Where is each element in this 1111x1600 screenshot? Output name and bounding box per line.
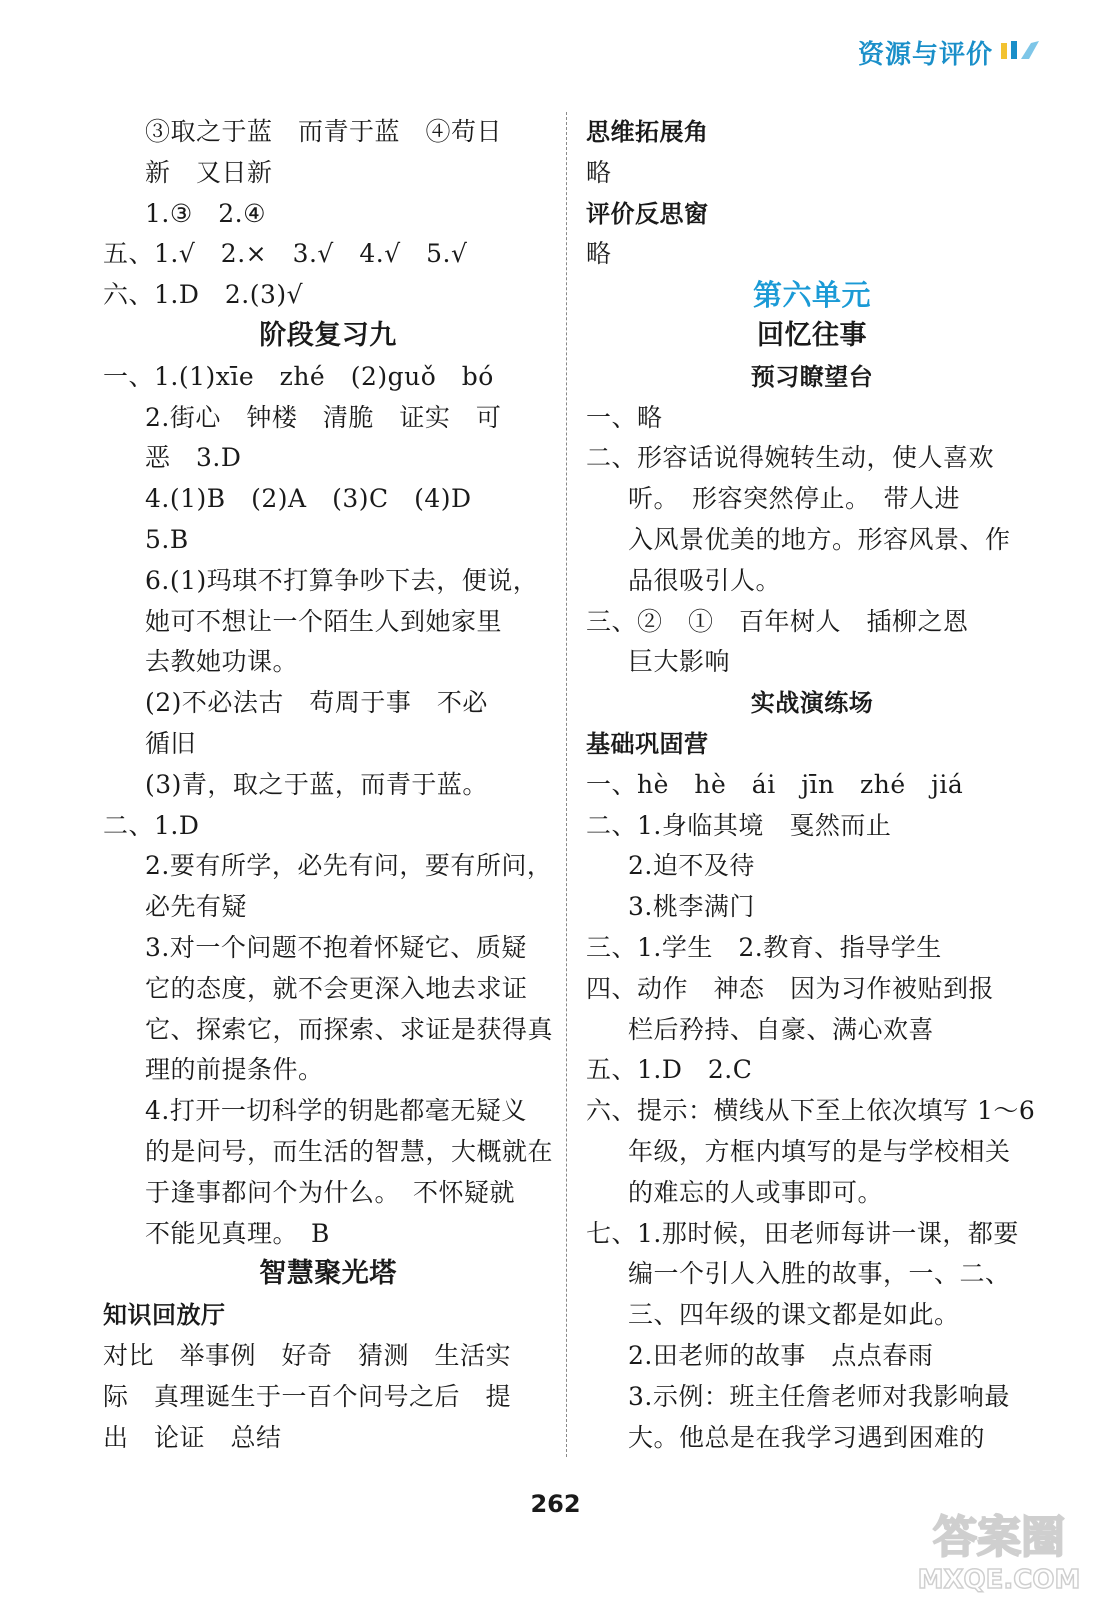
right-line-20: 三、1.学生 2.教育、指导学生 <box>586 932 942 962</box>
right-line-19: 3.桃李满门 <box>628 892 755 922</box>
page-number: 262 <box>530 1490 581 1518</box>
right-line-11: 品很吸引人。 <box>628 565 782 595</box>
left-line-24: 4.打开一切科学的钥匙都毫无疑义 <box>145 1096 527 1126</box>
right-line-9: 听。 形容突然停止。 带人进 <box>628 484 961 514</box>
left-line-32: 出 论证 总结 <box>103 1422 282 1452</box>
left-line-18: 2.要有所学，必先有问，要有所问， <box>145 851 553 881</box>
header-title: 资源与评价 <box>857 39 993 70</box>
right-line-26: 的难忘的人或事即可。 <box>628 1177 884 1207</box>
watermark-text-en: MXQE.COM <box>917 1565 1081 1594</box>
left-line-26: 于逢事都问个为什么。 不怀疑就 <box>145 1177 516 1207</box>
left-line-5: 阶段复习九 <box>259 319 397 351</box>
right-line-10: 入风景优美的地方。形容风景、作 <box>628 524 1011 554</box>
left-line-23: 理的前提条件。 <box>145 1055 324 1085</box>
right-line-4: 第六单元 <box>752 278 871 313</box>
right-column <box>586 112 1038 1458</box>
right-line-12: 三、② ① 百年树人 插柳之恩 <box>586 606 969 636</box>
watermark-logo <box>909 1502 1089 1594</box>
right-line-5: 回忆往事 <box>757 319 867 351</box>
right-line-27: 七、1.那时候，田老师每讲一课，都要 <box>586 1218 1019 1248</box>
right-line-24: 六、提示：横线从下至上依次填写 1～6 <box>586 1096 1036 1126</box>
left-line-28: 智慧聚光塔 <box>259 1258 397 1290</box>
right-line-15: 基础巩固营 <box>586 729 709 758</box>
right-line-23: 五、1.D 2.C <box>586 1055 753 1085</box>
left-line-7: 2.街心 钟楼 清脆 证实 可 <box>145 402 502 432</box>
left-line-0: ③取之于蓝 而青于蓝 ④苟日 <box>145 117 503 146</box>
right-line-0: 思维拓展角 <box>586 118 709 146</box>
left-line-25: 的是问号，而生活的智慧，大概就在 <box>145 1136 554 1166</box>
right-line-1: 略 <box>586 157 612 187</box>
right-line-7: 一、略 <box>586 402 663 432</box>
header-decoration-icon <box>999 37 1041 67</box>
left-line-17: 二、1.D <box>103 810 200 840</box>
right-line-16: 一、hè hè ái jīn zhé jiá <box>586 769 964 799</box>
left-line-29: 知识回放厅 <box>103 1301 226 1330</box>
left-line-30: 对比 举事例 好奇 猜测 生活实 <box>103 1340 512 1370</box>
left-line-19: 必先有疑 <box>145 892 248 922</box>
right-line-6: 预习瞭望台 <box>750 362 874 391</box>
left-line-10: 5.B <box>145 524 189 554</box>
left-line-3: 五、1.√ 2.× 3.√ 4.√ 5.√ <box>103 239 468 269</box>
right-line-13: 巨大影响 <box>628 647 731 677</box>
right-line-8: 二、形容话说得婉转生动，使人喜欢 <box>586 443 995 473</box>
right-line-17: 二、1.身临其境 戛然而止 <box>586 810 892 840</box>
right-line-22: 栏后矜持、自豪、满心欢喜 <box>628 1014 935 1044</box>
left-line-20: 3.对一个问题不抱着怀疑它、质疑 <box>145 932 527 962</box>
right-line-29: 三、四年级的课文都是如此。 <box>628 1300 960 1330</box>
left-line-8: 恶 3.D <box>145 443 242 473</box>
right-line-2: 评价反思窗 <box>586 199 709 228</box>
right-line-28: 编一个引人入胜的故事，一、二、 <box>628 1259 1011 1289</box>
right-line-18: 2.迫不及待 <box>628 851 755 881</box>
left-line-22: 它、探索它，而探索、求证是获得真 <box>145 1014 554 1044</box>
left-line-12: 她可不想让一个陌生人到她家里 <box>145 606 503 636</box>
left-line-14: (2)不必法古 苟周于事 不必 <box>145 688 488 718</box>
left-column <box>103 112 553 1458</box>
left-line-21: 它的态度，就不会更深入地去求证 <box>145 973 528 1003</box>
left-line-2: 1.③ 2.④ <box>145 198 267 228</box>
left-line-31: 际 真理诞生于一百个问号之后 提 <box>103 1381 512 1411</box>
left-line-11: 6.(1)玛琪不打算争吵下去，便说， <box>145 565 539 595</box>
left-line-15: 循旧 <box>145 728 197 758</box>
right-line-25: 年级，方框内填写的是与学校相关 <box>628 1136 1011 1166</box>
left-line-6: 一、1.(1)xīe zhé (2)guǒ bó <box>103 361 494 391</box>
right-line-14: 实战演练场 <box>750 689 874 718</box>
left-line-9: 4.(1)B (2)A (3)C (4)D <box>145 484 472 514</box>
left-line-13: 去教她功课。 <box>145 647 299 677</box>
left-line-27: 不能见真理。 B <box>145 1218 330 1248</box>
left-line-4: 六、1.D 2.(3)√ <box>103 280 304 310</box>
right-line-31: 3.示例：班主任詹老师对我影响最 <box>628 1381 1010 1411</box>
page-header <box>858 30 1041 74</box>
right-line-3: 略 <box>586 239 612 269</box>
watermark-text-cn: 答案圈 <box>933 1512 1065 1563</box>
right-line-21: 四、动作 神态 因为习作被贴到报 <box>586 973 995 1003</box>
right-line-32: 大。他总是在我学习遇到困难的 <box>628 1422 986 1452</box>
left-line-1: 新 又日新 <box>145 157 273 187</box>
right-line-30: 2.田老师的故事 点点春雨 <box>628 1340 934 1370</box>
left-line-16: (3)青，取之于蓝，而青于蓝。 <box>145 769 488 799</box>
column-divider <box>566 112 567 1457</box>
